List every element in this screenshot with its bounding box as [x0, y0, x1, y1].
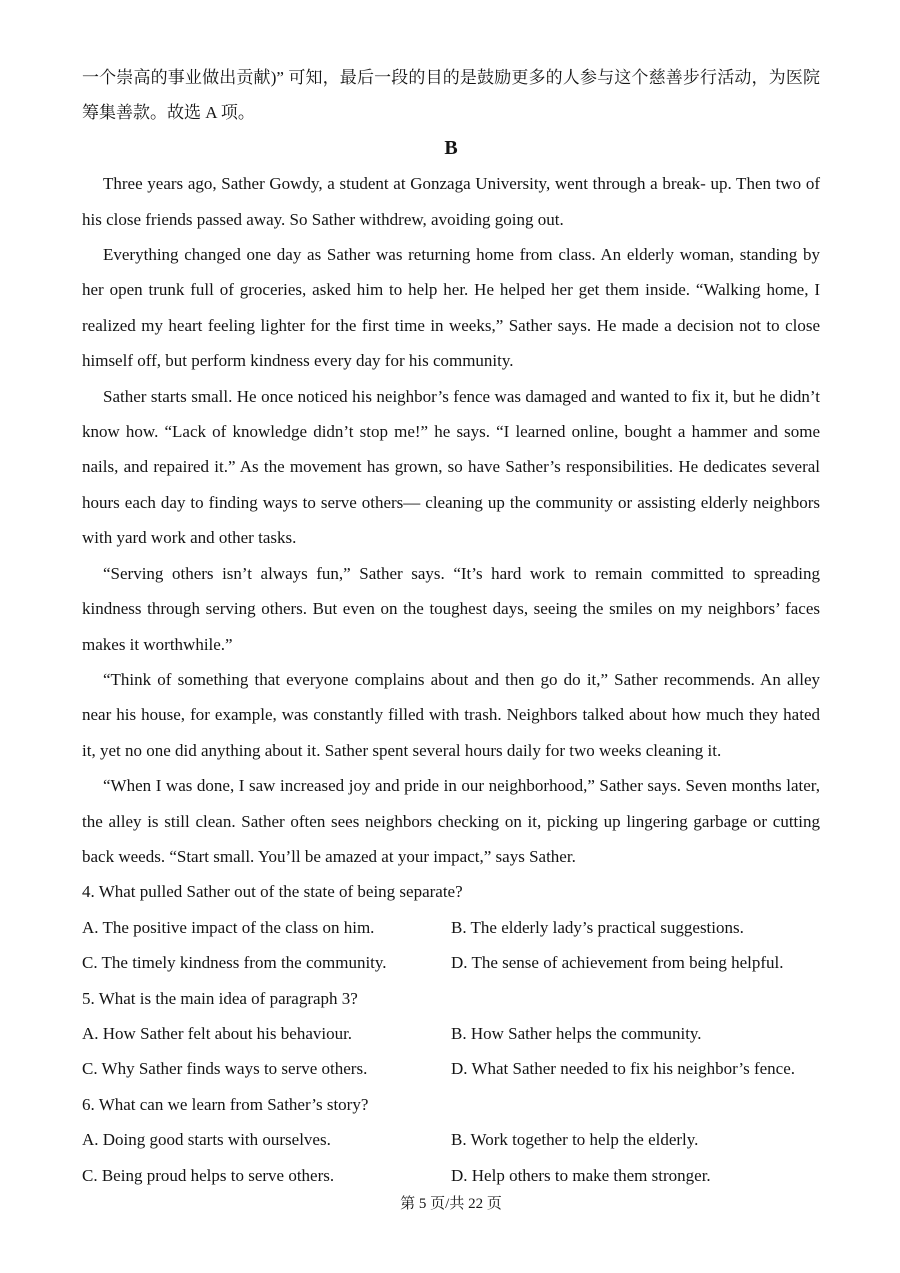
- question-4-option-c: C. The timely kindness from the community.: [82, 953, 387, 973]
- question-5-option-b: B. How Sather helps the community.: [451, 1023, 702, 1043]
- passage-paragraph-3: Sather starts small. He once noticed his neighbor’s fence was damaged and wanted to fix it, but he didn’t know how. “Lack of knowledge didn’t stop me!” he says. “I learned online, bought a hammer and some nails, and repaired it.” As the movement has grown, so have Sather’s responsibilities. He dedicates several hours each day to finding ways to serve others— cleaning up the community or assisting elderly neighbors with yard work and other tasks.: [82, 386, 820, 548]
- question-5: [82, 981, 820, 1087]
- question-4-option-d: D. The sense of achievement from being helpful.: [451, 953, 784, 973]
- passage-paragraph-2: Everything changed one day as Sather was returning home from class. An elderly woman, standing by her open trunk full of groceries, asked him to help her. He helped her get them inside. “Walking home, I realized my heart feeling lighter for the first time in weeks,” Sather says. He made a decision not to close himself off, but perform kindness every day for his community.: [82, 245, 820, 371]
- passage-paragraph-1: Three years ago, Sather Gowdy, a student at Gonzaga University, went through a break- up. Then two of his close friends passed away. So Sather withdrew, avoiding going out.: [82, 174, 820, 229]
- question-6-option-a: A. Doing good starts with ourselves.: [82, 1130, 331, 1150]
- question-5-option-d: D. What Sather needed to fix his neighbor’s fence.: [451, 1059, 795, 1079]
- question-5-option-c: C. Why Sather finds ways to serve others.: [82, 1059, 368, 1079]
- question-4-option-b: B. The elderly lady’s practical suggestions.: [451, 917, 744, 937]
- question-4-options: [82, 910, 820, 981]
- question-4-stem: 4. What pulled Sather out of the state of being separate?: [82, 882, 463, 902]
- page-number-footer: 第 5 页/共 22 页: [400, 1196, 502, 1212]
- question-5-option-a: A. How Sather felt about his behaviour.: [82, 1023, 353, 1043]
- passage-paragraph-4: “Serving others isn’t always fun,” Sather says. “It’s hard work to remain committed to spreading kindness through serving others. But even on the toughest days, seeing the smiles on my neighbors’ faces makes it worthwhile.”: [82, 563, 820, 654]
- question-5-options: [82, 1016, 820, 1087]
- passage-paragraph-5: “Think of something that everyone complains about and then go do it,” Sather recommends. An alley near his house, for example, was constantly filled with trash. Neighbors talked about how much they hated it, yet no one did anything about it. Sather spent several hours daily for two weeks cleaning it.: [82, 669, 820, 760]
- question-4-option-a: A. The positive impact of the class on him.: [82, 917, 375, 937]
- question-6-stem: 6. What can we learn from Sather’s story?: [82, 1094, 369, 1114]
- question-6-options: [82, 1122, 820, 1193]
- passage-paragraph-6: “When I was done, I saw increased joy and pride in our neighborhood,” Sather says. Seven months later, the alley is still clean. Sather often sees neighbors checking on it, picking up lingering garbage or cutting back weeds. “Start small. You’ll be amazed at your impact,” says Sather.: [82, 776, 820, 866]
- question-6-option-c: C. Being proud helps to serve others.: [82, 1165, 335, 1185]
- question-6: [82, 1087, 820, 1193]
- question-6-option-b: B. Work together to help the elderly.: [451, 1130, 699, 1150]
- question-6-option-d: D. Help others to make them stronger.: [451, 1165, 711, 1185]
- question-4: [82, 874, 820, 980]
- passage-section-label: B: [444, 136, 458, 159]
- answer-explanation-text: 一个崇高的事业做出贡献)” 可知，最后一段的目的是鼓励更多的人参与这个慈善步行活动，为医院筹集善款。故选 A 项。: [82, 68, 820, 123]
- question-5-stem: 5. What is the main idea of paragraph 3?: [82, 988, 358, 1008]
